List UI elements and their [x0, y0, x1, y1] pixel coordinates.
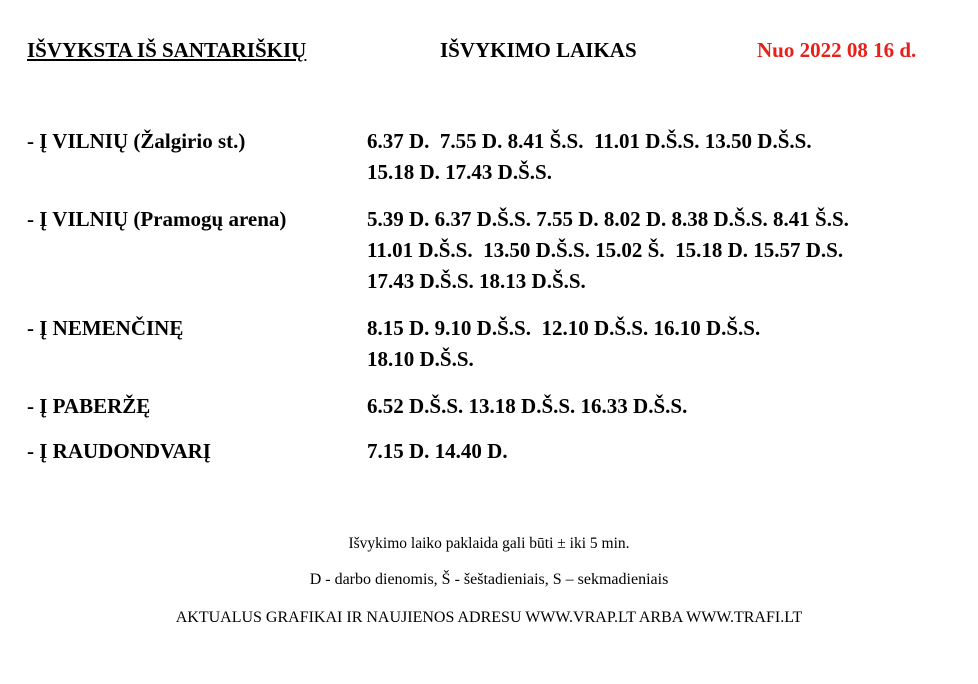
time-line: 8.15 D. 9.10 D.Š.S. 12.10 D.Š.S. 16.10 D.Š.S. — [367, 316, 761, 340]
route-times — [367, 436, 947, 467]
time-line: 5.39 D. 6.37 D.Š.S. 7.55 D. 8.02 D. 8.38 D.Š.S. 8.41 Š.S. — [367, 207, 849, 231]
departure-time-heading: IŠVYKIMO LAIKAS — [440, 38, 637, 62]
route-destination: - Į VILNIŲ (Pramogų arena) — [27, 207, 287, 231]
route-times — [367, 204, 947, 297]
time-line: 18.10 D.Š.S. — [367, 347, 474, 371]
page-title: IŠVYKSTA IŠ SANTARIŠKIŲ — [27, 38, 307, 62]
route-times — [367, 313, 947, 375]
time-line: 6.52 D.Š.S. 13.18 D.Š.S. 16.33 D.Š.S. — [367, 394, 688, 418]
time-line: 7.15 D. 14.40 D. — [367, 439, 508, 463]
time-line: 17.43 D.Š.S. 18.13 D.Š.S. — [367, 269, 586, 293]
route-destination: - Į VILNIŲ (Žalgirio st.) — [27, 129, 246, 153]
legend-note: D - darbo dienomis, Š - šeštadieniais, S – sekmadieniais — [309, 571, 669, 588]
info-note: AKTUALUS GRAFIKAI IR NAUJIENOS ADRESU WWW.VRAP.LT ARBA WWW.TRAFI.LT — [175, 609, 803, 626]
route-times — [367, 126, 947, 188]
route-times — [367, 391, 947, 422]
valid-from-date: Nuo 2022 08 16 d. — [757, 38, 917, 62]
time-line: 6.37 D. 7.55 D. 8.41 Š.S. 11.01 D.Š.S. 13.50 D.Š.S. — [367, 129, 812, 153]
route-destination: - Į PABERŽĘ — [27, 394, 151, 418]
time-line: 11.01 D.Š.S. 13.50 D.Š.S. 15.02 Š. 15.18 D. 15.57 D.S. — [367, 238, 844, 262]
route-destination: - Į RAUDONDVARĮ — [27, 439, 211, 463]
tolerance-note: Išvykimo laiko paklaida gali būti ± iki 5 min. — [348, 535, 630, 552]
time-line: 15.18 D. 17.43 D.Š.S. — [367, 160, 552, 184]
route-destination: - Į NEMENČINĘ — [27, 316, 184, 340]
